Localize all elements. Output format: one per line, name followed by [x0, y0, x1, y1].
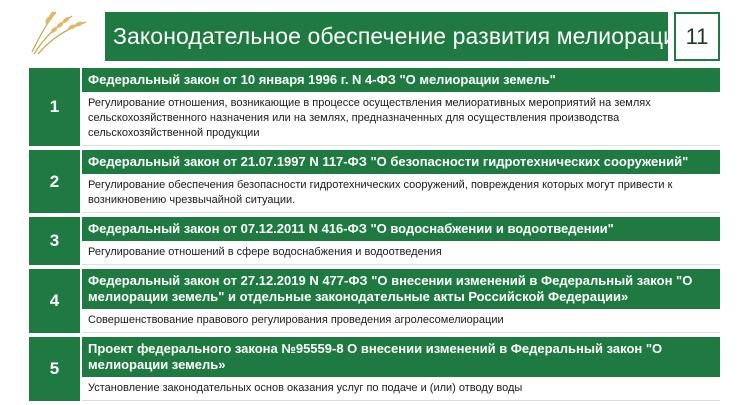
list-item [29, 337, 720, 401]
law-description: Совершенствование правового регулирования проведения агролесомелиорации [82, 309, 720, 333]
law-description: Регулирование отношения, возникающие в процессе осуществления мелиоративных мероприятий на землях сельскохозяйственного назначения или на землях, предназначенных для осуществления производства сельскохозяйственной продукции [82, 92, 720, 146]
law-title: Проект федерального закона №95559-8 О внесении изменений в Федеральный закон "О мелиорации земель» [82, 337, 720, 377]
list-item [29, 150, 720, 213]
item-number: 1 [29, 68, 80, 146]
law-description: Регулирование отношений в сфере водоснабжения и водоотведения [82, 241, 720, 265]
list-item [29, 217, 720, 265]
law-title: Федеральный закон от 21.07.1997 N 117-ФЗ "О безопасности гидротехнических сооружений" [82, 150, 720, 174]
page-number: 11 [674, 12, 720, 61]
list-item [29, 68, 720, 146]
item-number: 5 [29, 337, 80, 401]
law-list [29, 68, 720, 405]
page-title: Законодательное обеспечение развития мелиорации [105, 12, 668, 61]
item-number: 4 [29, 269, 80, 333]
item-number: 2 [29, 150, 80, 213]
law-title: Федеральный закон от 07.12.2011 N 416-ФЗ "О водоснабжении и водоотведении" [82, 217, 720, 241]
item-number: 3 [29, 217, 80, 265]
law-description: Регулирование обеспечения безопасности гидротехнических сооружений, повреждения которых могут привести к возникновению чрезвычайной ситуации. [82, 174, 720, 213]
wheat-icon [26, 8, 98, 58]
list-item [29, 269, 720, 333]
law-title: Федеральный закон от 10 января 1996 г. N 4-ФЗ "О мелиорации земель" [82, 68, 720, 92]
law-description: Установление законодательных основ оказания услуг по подаче и (или) отводу воды [82, 377, 720, 401]
law-title: Федеральный закон от 27.12.2019 N 477-ФЗ "О внесении изменений в Федеральный закон "О мелиорации земель" и отдельные законодательные акты Российской Федерации» [82, 269, 720, 309]
